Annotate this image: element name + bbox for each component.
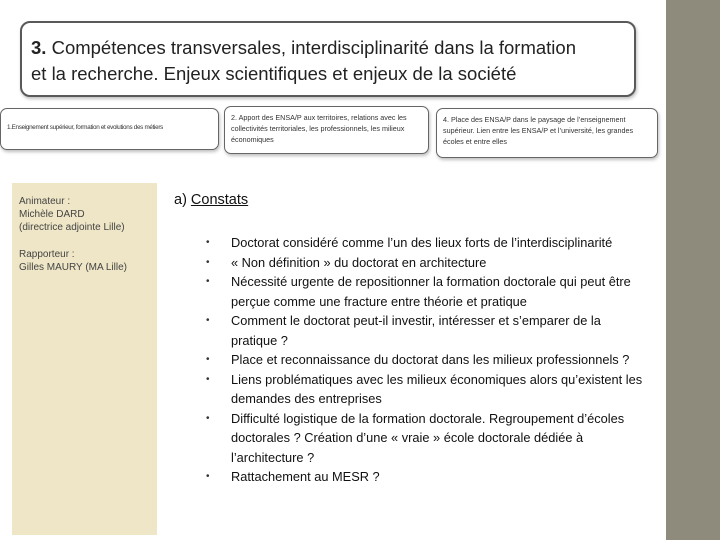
list-item: • Nécessité urgente de repositionner la formation doctorale qui peut être perçue comme une fracture entre théorie et pratique <box>206 272 646 311</box>
title-line-1 <box>31 35 634 61</box>
roles-box <box>12 183 157 535</box>
list-item: • Liens problématiques avec les milieux économiques alors qu’existent les demandes des entreprises <box>206 370 646 409</box>
title-line-2: et la recherche. Enjeux scientifiques et enjeux de la société <box>31 63 517 84</box>
section-heading <box>174 192 248 208</box>
topic-tab-4[interactable] <box>436 108 658 158</box>
title-text-1: Compétences transversales, interdisciplinarité dans la formation <box>46 37 576 58</box>
list-item: • Place et reconnaissance du doctorat dans les milieux professionnels ? <box>206 350 646 370</box>
rapporteur-block <box>19 248 150 274</box>
animateur-name: Michèle DARD <box>19 209 85 220</box>
section-heading-text: Constats <box>190 192 249 208</box>
topic-tab-2[interactable] <box>224 106 429 154</box>
list-item: • Comment le doctorat peut-il investir, intéresser et s’emparer de la pratique ? <box>206 311 646 350</box>
topic-tab-2-label: 2. Apport des ENSA/P aux territoires, relations avec les collectivités territoriales, les professionnels, les milieux économiques <box>231 113 407 144</box>
rapporteur-label: Rapporteur : <box>19 249 75 260</box>
topic-tab-1-label: 1.Enseignement supérieur, formation et evolutions des métiers <box>7 124 164 131</box>
title-box <box>20 21 636 97</box>
topic-tab-1[interactable] <box>0 108 219 150</box>
animateur-role: (directrice adjointe Lille) <box>19 222 125 233</box>
title-number: 3. <box>31 37 47 58</box>
list-item: • Difficulté logistique de la formation doctorale. Regroupement d’écoles doctorales ? Création d’une « vraie » école doctorale dédiée à l’architecture ? <box>206 409 646 468</box>
constats-list <box>206 233 646 487</box>
list-item: • Rattachement au MESR ? <box>206 467 646 487</box>
list-item: • Doctorat considéré comme l’un des lieux forts de l’interdisciplinarité <box>206 233 646 253</box>
topic-tab-4-label: 4. Place des ENSA/P dans le paysage de l’enseignement supérieur. Lien entre les ENSA/P et l’université, les grandes écoles et entre elles <box>443 115 634 146</box>
decorative-side-stripe <box>666 0 720 540</box>
list-item: • « Non définition » du doctorat en architecture <box>206 253 646 273</box>
section-prefix: a) <box>174 192 191 208</box>
animateur-label: Animateur : <box>19 196 71 207</box>
rapporteur-name: Gilles MAURY (MA Lille) <box>19 262 127 273</box>
animateur-block <box>19 195 150 234</box>
